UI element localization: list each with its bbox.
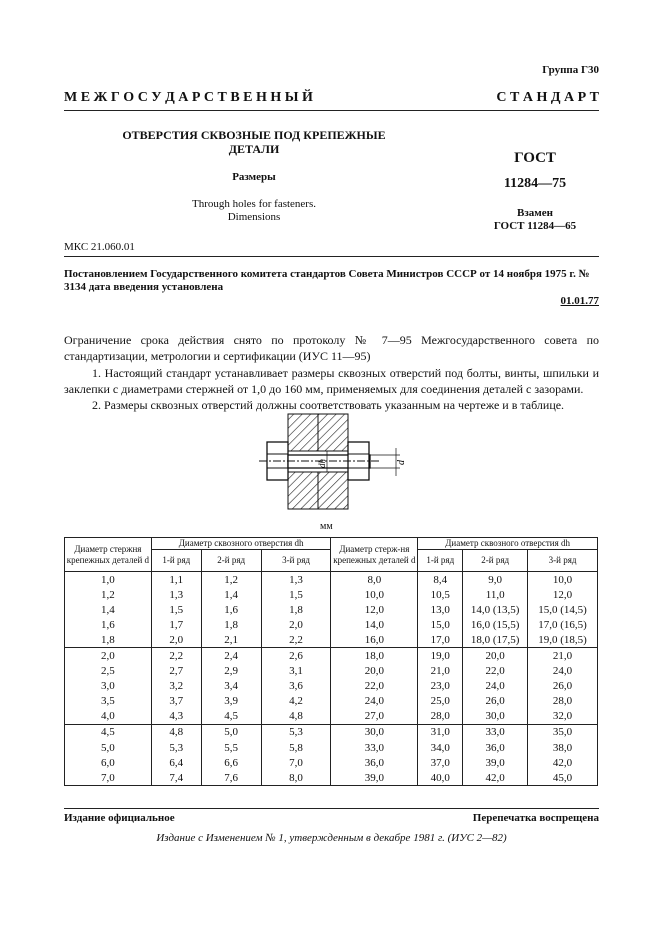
table-cell: 15,0 (14,5) — [528, 602, 598, 617]
table-cell: 2,9 — [201, 664, 261, 679]
plate-bottom-right — [318, 472, 348, 509]
header-row-3: 3-й ряд — [261, 550, 331, 572]
table-cell: 23,0 — [418, 679, 463, 694]
table-cell: 1,5 — [261, 587, 331, 602]
table-cell: 11,0 — [463, 587, 528, 602]
reprint-notice: Перепечатка воспрещена — [472, 812, 599, 824]
table-cell: 40,0 — [418, 770, 463, 786]
table-cell: 1,8 — [261, 602, 331, 617]
table-row — [65, 617, 598, 632]
english-title — [64, 198, 444, 224]
hole-dimensions-table — [64, 537, 598, 786]
paragraph-1: 1. Настоящий стандарт устанавливает размеры сквозных отверстий под болты, винты, шпильки и заклепки с диаметрами стержней от 1,0 до 160 мм, применяемых для соединения деталей с зазорами. — [64, 366, 599, 396]
document-title — [64, 128, 444, 156]
table-cell: 4,2 — [261, 694, 331, 709]
table-cell: 2,2 — [151, 648, 201, 664]
table-cell: 16,0 — [331, 632, 418, 648]
banner-right: С Т А Н Д А Р Т — [496, 90, 599, 105]
table-cell: 8,0 — [261, 770, 331, 786]
table-cell: 42,0 — [463, 770, 528, 786]
table-cell: 10,0 — [331, 587, 418, 602]
gost-label: ГОСТ — [514, 150, 556, 166]
table-cell: 1,2 — [65, 587, 152, 602]
through-hole-drawing — [255, 410, 415, 520]
header-row-3b: 3-й ряд — [528, 550, 598, 572]
table-row — [65, 755, 598, 770]
table-cell: 9,0 — [463, 572, 528, 588]
table-cell: 7,6 — [201, 770, 261, 786]
table-cell: 3,4 — [201, 679, 261, 694]
table-cell: 2,0 — [151, 632, 201, 648]
table-cell: 4,8 — [151, 724, 201, 740]
table-cell: 31,0 — [418, 724, 463, 740]
table-cell: 4,8 — [261, 709, 331, 725]
table-cell: 33,0 — [463, 724, 528, 740]
table-cell: 19,0 (18,5) — [528, 632, 598, 648]
table-cell: 6,6 — [201, 755, 261, 770]
replaces-label: Взамен — [517, 207, 553, 219]
table-cell: 2,0 — [65, 648, 152, 664]
table-cell: 1,0 — [65, 572, 152, 588]
table-cell: 15,0 — [418, 617, 463, 632]
table-cell: 3,1 — [261, 664, 331, 679]
title-line-1: ОТВЕРСТИЯ СКВОЗНЫЕ ПОД КРЕПЕЖНЫЕ — [122, 128, 386, 142]
table-cell: 1,1 — [151, 572, 201, 588]
table-cell: 2,4 — [201, 648, 261, 664]
table-cell: 24,0 — [528, 664, 598, 679]
standard-banner — [64, 90, 599, 106]
table-cell: 38,0 — [528, 740, 598, 755]
table-cell: 8,4 — [418, 572, 463, 588]
table-cell: 13,0 — [418, 602, 463, 617]
table-cell: 1,8 — [201, 617, 261, 632]
table-cell: 35,0 — [528, 724, 598, 740]
table-cell: 3,0 — [65, 679, 152, 694]
table-cell: 20,0 — [331, 664, 418, 679]
table-cell: 27,0 — [331, 709, 418, 725]
table-cell: 20,0 — [463, 648, 528, 664]
edition-note: Издание с Изменением № 1, утвержденным в декабре 1981 г. (ИУС 2—82) — [156, 832, 507, 844]
header-hole-diameter: Диаметр сквозного отверстия dh — [151, 538, 331, 550]
table-cell: 45,0 — [528, 770, 598, 786]
table-cell: 1,4 — [201, 587, 261, 602]
table-cell: 17,0 — [418, 632, 463, 648]
mks-code: МКС 21.060.01 — [64, 241, 135, 253]
header-row-2: 2-й ряд — [201, 550, 261, 572]
table-cell: 1,5 — [151, 602, 201, 617]
table-cell: 4,3 — [151, 709, 201, 725]
table-cell: 2,2 — [261, 632, 331, 648]
table-cell: 1,3 — [151, 587, 201, 602]
table-cell: 36,0 — [463, 740, 528, 755]
table-cell: 7,0 — [65, 770, 152, 786]
header-rod-diameter-2: Диаметр стерж-ня крепежных деталей d — [331, 538, 418, 572]
table-row — [65, 694, 598, 709]
table-cell: 18,0 — [331, 648, 418, 664]
table-cell: 4,5 — [65, 724, 152, 740]
table-cell: 42,0 — [528, 755, 598, 770]
table-cell: 21,0 — [528, 648, 598, 664]
table-cell: 7,4 — [151, 770, 201, 786]
table-cell: 3,7 — [151, 694, 201, 709]
table-row — [65, 770, 598, 786]
mks-rule — [64, 256, 599, 257]
table-cell: 3,2 — [151, 679, 201, 694]
table-cell: 34,0 — [418, 740, 463, 755]
effective-date: 01.01.77 — [560, 295, 599, 307]
table-cell: 3,6 — [261, 679, 331, 694]
table-cell: 21,0 — [418, 664, 463, 679]
table-row — [65, 572, 598, 588]
official-edition: Издание официальное — [64, 812, 175, 824]
dim-d-label: d — [396, 460, 407, 465]
units-label: мм — [320, 521, 333, 532]
table-cell: 10,0 — [528, 572, 598, 588]
table-cell: 1,6 — [201, 602, 261, 617]
table-row — [65, 724, 598, 740]
header-row-1: 1-й ряд — [151, 550, 201, 572]
table-cell: 12,0 — [528, 587, 598, 602]
table-cell: 17,0 (16,5) — [528, 617, 598, 632]
table-cell: 5,3 — [261, 724, 331, 740]
table-cell: 39,0 — [331, 770, 418, 786]
table-row — [65, 632, 598, 648]
table-row — [65, 709, 598, 725]
table-cell: 1,7 — [151, 617, 201, 632]
table-row — [65, 602, 598, 617]
table-cell: 2,1 — [201, 632, 261, 648]
table-cell: 28,0 — [418, 709, 463, 725]
decree-text: Постановлением Государственного комитета стандартов Совета Министров СССР от 14 ноября 1975 г. № 3134 дата введения установлена — [64, 268, 590, 293]
table-cell: 18,0 (17,5) — [463, 632, 528, 648]
table-cell: 14,0 (13,5) — [463, 602, 528, 617]
table-cell: 1,2 — [201, 572, 261, 588]
replaces-value: ГОСТ 11284—65 — [493, 220, 577, 232]
table-cell: 12,0 — [331, 602, 418, 617]
table-cell: 6,0 — [65, 755, 152, 770]
table-row — [65, 587, 598, 602]
table-cell: 2,0 — [261, 617, 331, 632]
table-cell: 1,4 — [65, 602, 152, 617]
header-rule — [64, 110, 599, 111]
table-cell: 26,0 — [463, 694, 528, 709]
table-cell: 28,0 — [528, 694, 598, 709]
table-row — [65, 679, 598, 694]
header-hole-diameter-2: Диаметр сквозного отверстия dh — [418, 538, 598, 550]
table-cell: 39,0 — [463, 755, 528, 770]
table-cell: 3,5 — [65, 694, 152, 709]
banner-left: М Е Ж Г О С У Д А Р С Т В Е Н Н Ы Й — [64, 90, 313, 105]
table-cell: 2,6 — [261, 648, 331, 664]
table-cell: 5,5 — [201, 740, 261, 755]
table-cell: 1,8 — [65, 632, 152, 648]
table-cell: 26,0 — [528, 679, 598, 694]
table-cell: 4,5 — [201, 709, 261, 725]
replaces-block — [470, 207, 600, 233]
table-cell: 8,0 — [331, 572, 418, 588]
table-cell: 1,3 — [261, 572, 331, 588]
table-cell: 30,0 — [331, 724, 418, 740]
footer-rule — [64, 808, 599, 809]
table-cell: 2,7 — [151, 664, 201, 679]
table-cell: 32,0 — [528, 709, 598, 725]
table-cell: 24,0 — [463, 679, 528, 694]
table-cell: 5,8 — [261, 740, 331, 755]
table-cell: 25,0 — [418, 694, 463, 709]
table-cell: 5,0 — [65, 740, 152, 755]
plate-top-left — [288, 414, 318, 451]
table-cell: 4,0 — [65, 709, 152, 725]
table-cell: 3,9 — [201, 694, 261, 709]
table-cell: 7,0 — [261, 755, 331, 770]
table-row — [65, 740, 598, 755]
table-cell: 36,0 — [331, 755, 418, 770]
table-cell: 22,0 — [331, 679, 418, 694]
table-cell: 1,6 — [65, 617, 152, 632]
table-cell: 16,0 (15,5) — [463, 617, 528, 632]
header-row-2b: 2-й ряд — [463, 550, 528, 572]
table-cell: 19,0 — [418, 648, 463, 664]
table-row — [65, 648, 598, 664]
dim-dh-label: dh — [317, 459, 327, 468]
table-cell: 30,0 — [463, 709, 528, 725]
table-cell: 33,0 — [331, 740, 418, 755]
title-sizes: Размеры — [232, 171, 276, 183]
header-rod-diameter: Диаметр стержня крепежных деталей d — [65, 538, 152, 572]
plate-bottom-left — [288, 472, 318, 509]
header-row-1b: 1-й ряд — [418, 550, 463, 572]
title-line-2: ДЕТАЛИ — [228, 142, 280, 156]
paragraph-limit: Ограничение срока действия снято по протоколу № 7—95 Межгосударственного совета по стандартизации, метрологии и сертификации (ИУС 11—95) — [64, 333, 599, 363]
table-cell: 37,0 — [418, 755, 463, 770]
english-title-line-2: Dimensions — [227, 211, 281, 223]
table-cell: 14,0 — [331, 617, 418, 632]
plate-top-right — [318, 414, 348, 451]
table-cell: 5,3 — [151, 740, 201, 755]
english-title-line-1: Through holes for fasteners. — [191, 198, 317, 210]
paragraph-2: 2. Размеры сквозных отверстий должны соответствовать указанным на чертеже и в таблице. — [92, 398, 565, 412]
table-cell: 5,0 — [201, 724, 261, 740]
table-cell: 6,4 — [151, 755, 201, 770]
table-cell: 10,5 — [418, 587, 463, 602]
table-row — [65, 664, 598, 679]
table-cell: 22,0 — [463, 664, 528, 679]
group-code: Группа Г30 — [542, 64, 599, 76]
table-cell: 2,5 — [65, 664, 152, 679]
gost-number: 11284—75 — [503, 176, 567, 191]
table-cell: 24,0 — [331, 694, 418, 709]
